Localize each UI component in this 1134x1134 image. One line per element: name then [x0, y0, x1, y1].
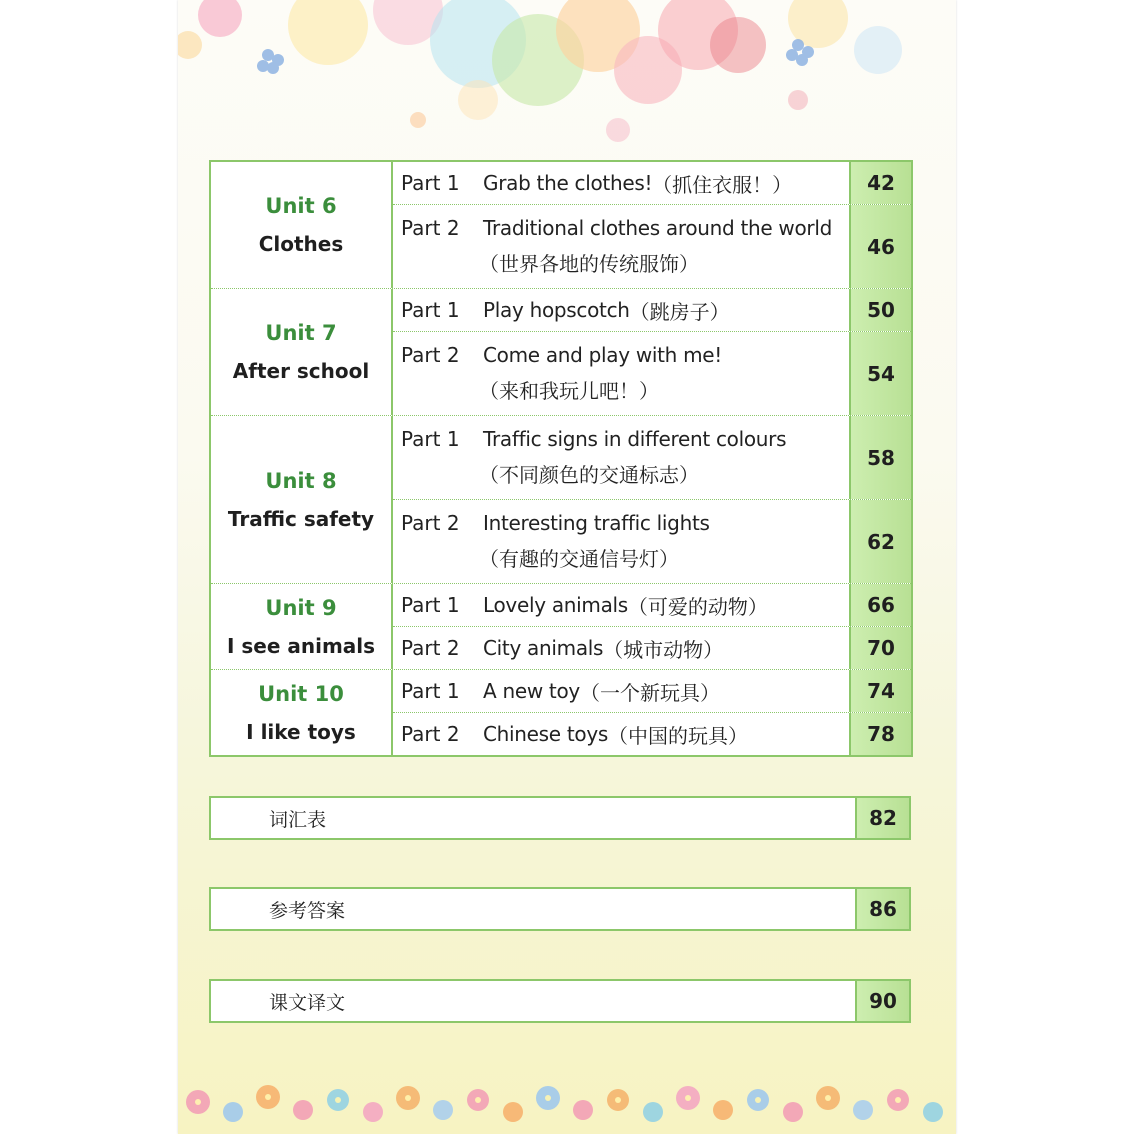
part-row[interactable]	[393, 584, 911, 627]
part-title-chinese: （城市动物）	[603, 637, 724, 662]
part-title-chinese: （世界各地的传统服饰）	[479, 252, 699, 276]
part-row[interactable]	[393, 713, 911, 755]
part-title-chinese: （有趣的交通信号灯）	[479, 547, 679, 571]
unit-number: Unit 7	[265, 321, 337, 345]
part-label: Part 2	[401, 511, 460, 535]
unit-title: Clothes	[258, 232, 344, 256]
part-row[interactable]	[393, 205, 911, 288]
part-title: Interesting traffic lights	[483, 511, 710, 535]
unit-block	[211, 670, 911, 755]
page-number: 46	[849, 205, 911, 288]
unit-number: Unit 8	[265, 468, 337, 493]
part-row[interactable]	[393, 162, 911, 205]
part-label: Part 2	[401, 722, 460, 746]
part-label: Part 1	[401, 593, 460, 617]
unit-block	[211, 416, 911, 584]
appendix-label: 课文译文	[269, 991, 346, 1014]
page-number: 66	[849, 584, 911, 626]
part-title-chinese: （中国的玩具）	[608, 723, 748, 748]
appendix-row-vocabulary[interactable]	[209, 796, 911, 840]
unit-title: I like toys	[246, 719, 356, 744]
book-page	[178, 0, 956, 1134]
page-number: 50	[849, 289, 911, 331]
part-row[interactable]	[393, 670, 911, 713]
part-label: Part 1	[401, 298, 460, 322]
part-row[interactable]	[393, 289, 911, 332]
part-title: Grab the clothes!	[483, 171, 653, 195]
part-label: Part 2	[401, 216, 460, 240]
unit-block	[211, 162, 911, 289]
unit-heading	[211, 162, 393, 288]
part-row[interactable]	[393, 627, 911, 669]
part-row[interactable]	[393, 500, 911, 583]
unit-title: After school	[232, 359, 370, 383]
page-number: 74	[849, 670, 911, 712]
watercolor-flowers-decoration	[178, 0, 956, 150]
part-title-chinese: （一个新玩具）	[579, 680, 720, 705]
page-number: 42	[849, 162, 911, 204]
unit-number: Unit 10	[258, 681, 344, 706]
page-number: 62	[849, 500, 911, 583]
part-title: Play hopscotch	[483, 298, 630, 322]
part-title-chinese: （可爱的动物）	[627, 594, 768, 619]
page-number: 78	[849, 713, 911, 755]
page-number: 86	[855, 889, 909, 929]
page-number: 90	[855, 981, 909, 1021]
appendix-label: 参考答案	[269, 899, 346, 922]
part-label: Part 2	[401, 343, 460, 367]
part-title-chinese: （跳房子）	[629, 299, 730, 324]
unit-heading	[211, 670, 393, 755]
contents-table	[209, 160, 913, 757]
part-title: City animals	[483, 636, 604, 660]
page-number: 70	[849, 627, 911, 669]
appendix-label: 词汇表	[269, 808, 327, 831]
part-label: Part 1	[401, 427, 460, 451]
unit-heading	[211, 584, 393, 669]
part-title: Come and play with me!	[483, 343, 723, 367]
page-number: 82	[855, 798, 909, 838]
unit-block	[211, 289, 911, 416]
part-title: A new toy	[483, 679, 580, 703]
unit-heading	[211, 416, 393, 583]
flower-border-decoration	[178, 1072, 956, 1134]
part-title: Traditional clothes around the world	[483, 216, 833, 240]
appendix-row-translations[interactable]	[209, 979, 911, 1023]
page-number: 54	[849, 332, 911, 415]
unit-title: Traffic safety	[227, 506, 375, 531]
unit-number: Unit 6	[265, 194, 337, 218]
part-title-chinese: （来和我玩儿吧！）	[479, 379, 659, 403]
unit-number: Unit 9	[265, 595, 337, 620]
part-label: Part 1	[401, 171, 460, 195]
unit-block	[211, 584, 911, 670]
part-label: Part 2	[401, 636, 460, 660]
page-number: 58	[849, 416, 911, 499]
part-title-chinese: （不同颜色的交通标志）	[479, 463, 699, 487]
part-label: Part 1	[401, 679, 460, 703]
appendix-row-answers[interactable]	[209, 887, 911, 931]
part-title: Chinese toys	[483, 722, 608, 746]
unit-title: I see animals	[226, 633, 376, 658]
part-title: Lovely animals	[483, 593, 628, 617]
part-row[interactable]	[393, 416, 911, 500]
part-title: Traffic signs in different colours	[483, 427, 787, 451]
part-title-chinese: （抓住衣服！）	[652, 172, 793, 197]
unit-heading	[211, 289, 393, 415]
part-row[interactable]	[393, 332, 911, 415]
